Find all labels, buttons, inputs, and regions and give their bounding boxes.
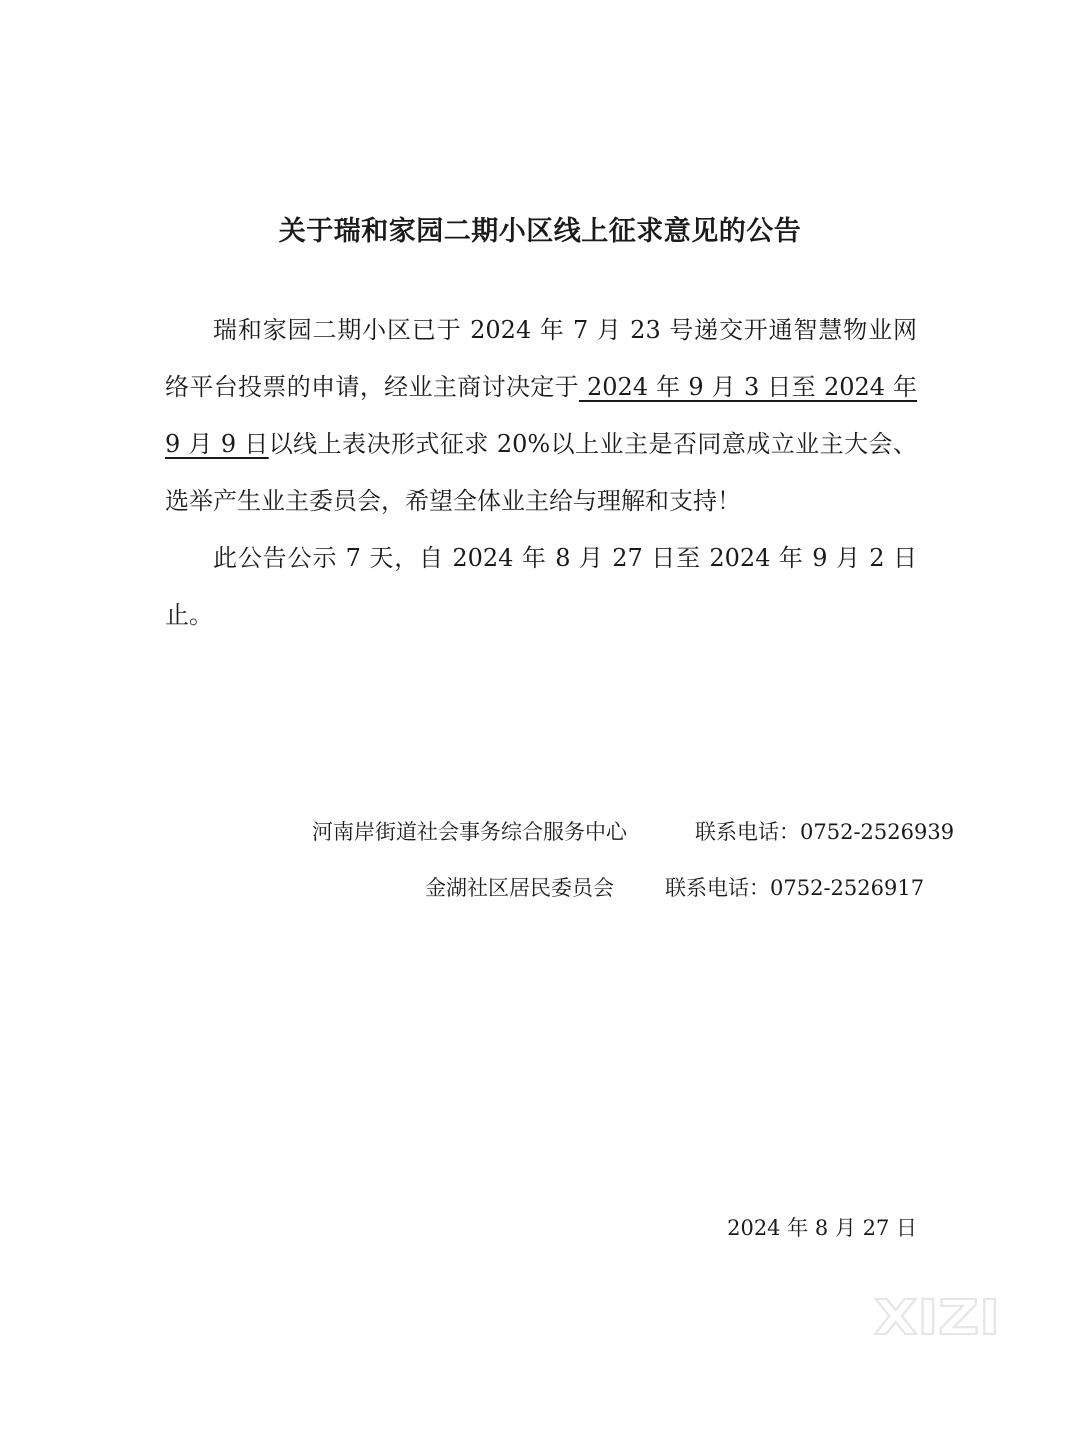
signature-org-1: 河南岸街道社会事务综合服务中心 <box>312 820 627 844</box>
notice-paragraph-1 <box>165 302 917 530</box>
notice-paragraph-2: 此公告公示 7 天，自 2024 年 8 月 27 日至 2024 年 9 月 2 日止。 <box>165 544 917 629</box>
signature-tel-2: 联系电话：0752-2526917 <box>665 876 925 900</box>
paragraph-1-text-a: 瑞和家园二期小区已于 2024 年 7 月 23 号递交开通智慧物业网络平台投票的申请，经业主商讨决定于 <box>165 316 917 401</box>
notice-body <box>165 302 917 644</box>
notice-date: 2024 年 8 月 27 日 <box>727 1216 917 1240</box>
voting-period-underlined: 2024 年 9 月 3 日至 2024 年 9 月 9 日 <box>165 373 918 458</box>
notice-title: 关于瑞和家园二期小区线上征求意见的公告 <box>278 216 802 247</box>
paragraph-1-text-b: 以线上表决形式征求 20%以上业主是否同意成立业主大会、选举产生业主委员会，希望全体业主给与理解和支持！ <box>165 430 917 515</box>
watermark-text: XIZI <box>874 1290 1000 1340</box>
signature-org-2: 金湖社区居民委员会 <box>425 876 614 900</box>
signature-tel-1: 联系电话：0752-2526939 <box>695 820 955 844</box>
xizi-watermark-logo <box>872 1290 1002 1340</box>
